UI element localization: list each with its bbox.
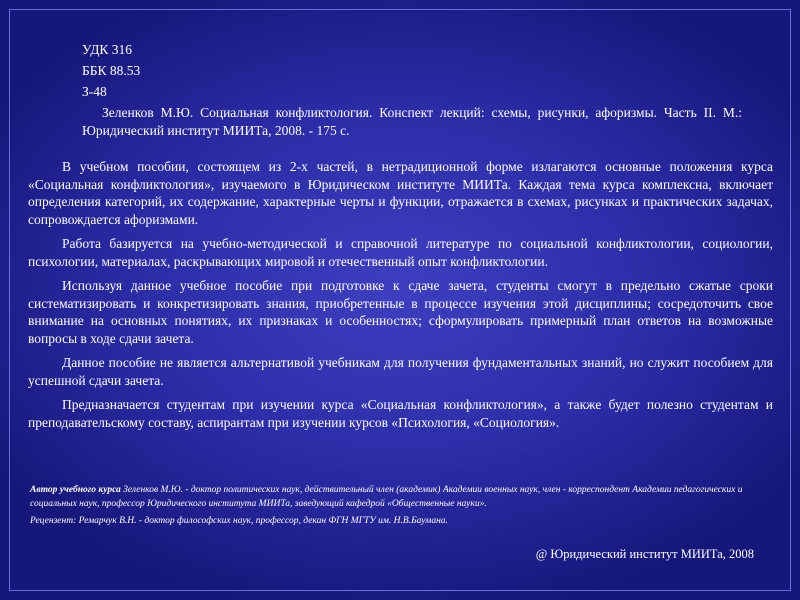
bbk-code: ББК 88.53: [82, 63, 141, 78]
annotation-paragraph-1: В учебном пособии, состоящем из 2-х частей, в нетрадиционной форме излагаются основные положения курса «Социальная конфликтология», изучаемого в Юридическом институте МИИТа. Каждая тема курса комплексна, включает определения категорий, их содержание, характерные черты и функции, отражается в схемах, рисунках и практических задачах, сопровождается афоризмами.: [28, 159, 773, 227]
annotation-text: [28, 158, 773, 438]
bibliographic-citation: Зеленков М.Ю. Социальная конфликтология. Конспект лекций: схемы, рисунки, афоризмы. Часть II. М.: Юридический институт МИИТа, 2008. - 175 с.: [82, 105, 742, 138]
author-credit: [30, 483, 775, 511]
annotation-paragraph-3: Используя данное учебное пособие при подготовке к сдаче зачета, студенты смогут в предельно сжатые сроки систематизировать и конкретизировать знания, приобретенные в процессе изучения этой дисциплины; сосредоточить свое внимание на основных понятиях, их признаках и особенностях; сформулировать примерный план ответов на возможные вопросы в ходе сдачи зачета.: [28, 278, 773, 346]
bibliographic-block: [82, 40, 742, 140]
credits-block: [30, 483, 775, 531]
annotation-paragraph-2: Работа базируется на учебно-методической и справочной литературе по социальной конфликтологии, социологии, психологии, материалах, раскрывающих мировой и отечественный опыт конфликтологии.: [28, 236, 773, 269]
author-credit-lead: Автор учебного курса: [30, 485, 121, 495]
reviewer-credit: Рецензент: Ремарчук В.Н. - доктор философских наук, профессор, декан ФГН МГТУ им. Н.В.Баумана.: [30, 516, 448, 526]
author-mark: З-48: [82, 84, 107, 99]
author-credit-text: Зеленков М.Ю. - доктор политических наук, действительный член (академик) Академии военных наук, член - корреспондент Академии педагогических и социальных наук, профессор Юридического института МИИТа, заведующий кафедрой «Общественные науки».: [30, 485, 743, 509]
copyright-notice: @ Юридический институт МИИТа, 2008: [535, 547, 754, 561]
annotation-paragraph-4: Данное пособие не является альтернативой учебникам для получения фундаментальных знаний, но служит пособием для успешной сдачи зачета.: [28, 355, 773, 388]
udk-code: УДК 316: [82, 42, 133, 57]
annotation-paragraph-5: Предназначается студентам при изучении курса «Социальная конфликтология», а также будет полезно студентам и преподавательскому составу, аспирантам при изучении курсов «Психология, «Социология».: [28, 397, 773, 430]
